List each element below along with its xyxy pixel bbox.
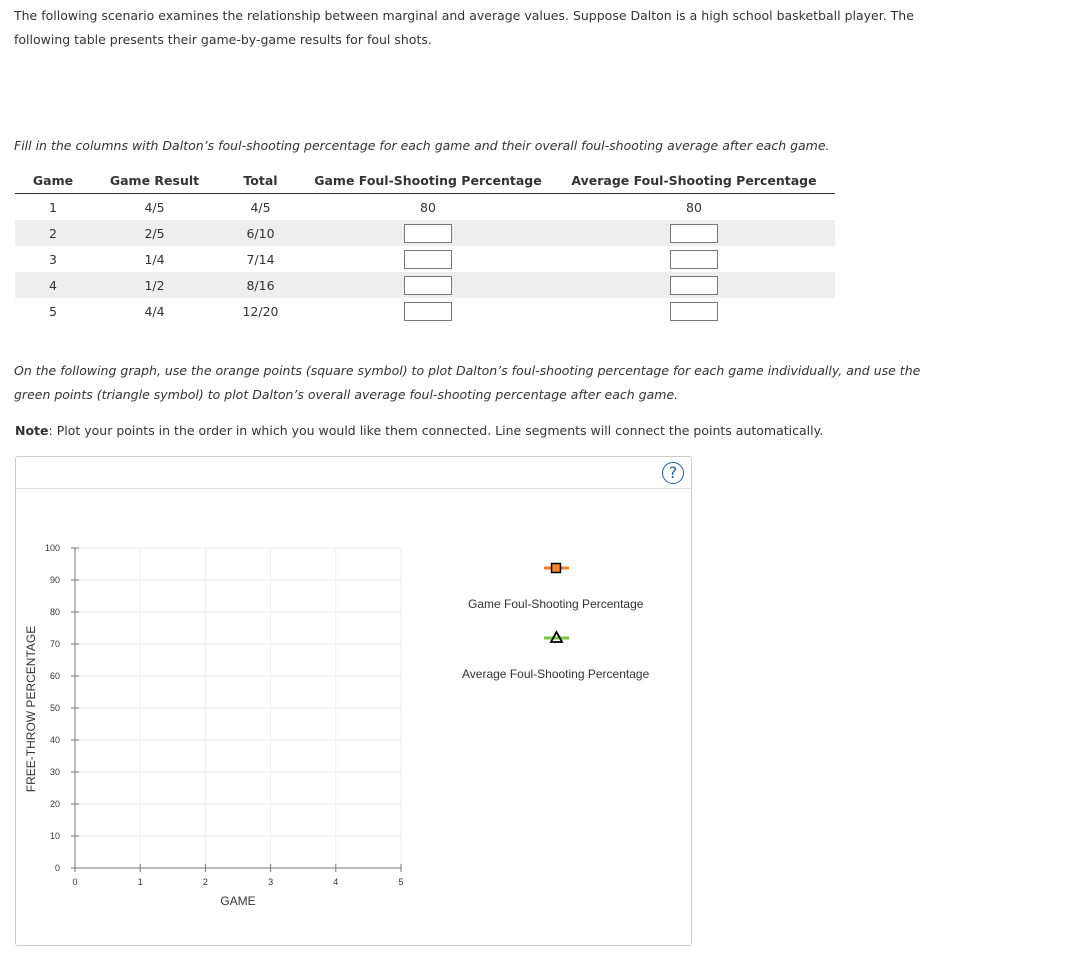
header-avg-pct: Average Foul-Shooting Percentage: [553, 168, 835, 194]
y-tick-label: 40: [49, 735, 60, 745]
legend-square-marker[interactable]: [544, 564, 569, 573]
x-tick-label: 2: [202, 877, 208, 887]
y-tick-label: 90: [49, 575, 60, 585]
intro-text: The following scenario examines the relationship between marginal and average values. Suppose Dalton is a high school basketball player. The following table presents their game-by-game results for foul shots.: [14, 8, 914, 47]
chart-canvas[interactable]: [16, 457, 693, 947]
graph-instruction: On the following graph, use the orange points (square symbol) to plot Dalton’s foul-shooting percentage for each game individually, and use the green points (triangle symbol) to plot Dalton’s overall average foul-shooting percentage after each game.: [14, 363, 921, 402]
graph-panel: [15, 456, 692, 946]
game-number: 5: [49, 303, 57, 319]
game-number: 1: [49, 199, 57, 215]
table-row: [15, 194, 835, 221]
game-result: 1/4: [144, 251, 165, 267]
x-tick-label: 1: [137, 877, 143, 887]
table-instruction: Fill in the columns with Dalton’s foul-shooting percentage for each game and their overall foul-shooting average after each game.: [14, 138, 830, 153]
header-game-result: Game Result: [91, 168, 218, 194]
y-tick-label: 30: [49, 767, 60, 777]
game-pct-input[interactable]: [404, 250, 452, 269]
y-tick-label: 100: [44, 543, 60, 553]
avg-pct-input[interactable]: [670, 276, 718, 295]
game-result: 4/4: [144, 303, 165, 319]
table-row: [15, 272, 835, 298]
legend-triangle-marker[interactable]: [544, 632, 569, 642]
avg-pct-input[interactable]: [670, 224, 718, 243]
running-total: 12/20: [242, 303, 279, 319]
y-tick-label: 20: [49, 799, 60, 809]
y-tick-label: 50: [49, 703, 60, 713]
game-number: 2: [15, 220, 91, 246]
table-row: [15, 298, 835, 324]
help-icon[interactable]: ?: [662, 462, 684, 484]
running-total: 4/5: [250, 199, 271, 215]
legend-label-avg-pct: Average Foul-Shooting Percentage: [462, 667, 650, 681]
results-table: [15, 168, 835, 324]
avg-pct-input[interactable]: [670, 250, 718, 269]
header-game-pct: Game Foul-Shooting Percentage: [303, 168, 553, 194]
x-tick-label: 0: [72, 877, 78, 887]
table-header-row: [15, 168, 835, 194]
header-total: Total: [218, 168, 303, 194]
y-tick-label: 0: [54, 863, 60, 873]
game-pct-input[interactable]: [404, 302, 452, 321]
table-row: [15, 220, 835, 246]
game-result: 4/5: [144, 199, 165, 215]
game-pct-value: 80: [420, 199, 436, 215]
y-axis-label: FREE-THROW PERCENTAGE: [24, 625, 38, 793]
avg-pct-input[interactable]: [670, 302, 718, 321]
x-axis-label: GAME: [220, 894, 256, 908]
running-total: 8/16: [218, 272, 303, 298]
avg-pct-value: 80: [686, 199, 702, 215]
y-tick-label: 60: [49, 671, 60, 681]
table-row: [15, 246, 835, 272]
y-tick-label: 80: [49, 607, 60, 617]
note-text: [15, 420, 823, 442]
y-tick-label: 70: [49, 639, 60, 649]
note-body: : Plot your points in the order in which you would like them connected. Line segments will connect the points automatically.: [48, 423, 824, 438]
x-tick-label: 4: [333, 877, 339, 887]
x-tick-label: 3: [268, 877, 274, 887]
x-tick-label: 5: [398, 877, 404, 887]
header-game: Game: [15, 168, 91, 194]
note-label: Note: [15, 423, 49, 438]
game-pct-input[interactable]: [404, 276, 452, 295]
running-total: 7/14: [246, 251, 275, 267]
legend-label-game-pct: Game Foul-Shooting Percentage: [468, 597, 644, 611]
game-result: 2/5: [91, 220, 218, 246]
game-result: 1/2: [91, 272, 218, 298]
game-number: 3: [49, 251, 57, 267]
running-total: 6/10: [218, 220, 303, 246]
game-number: 4: [15, 272, 91, 298]
y-tick-label: 10: [49, 831, 60, 841]
game-pct-input[interactable]: [404, 224, 452, 243]
